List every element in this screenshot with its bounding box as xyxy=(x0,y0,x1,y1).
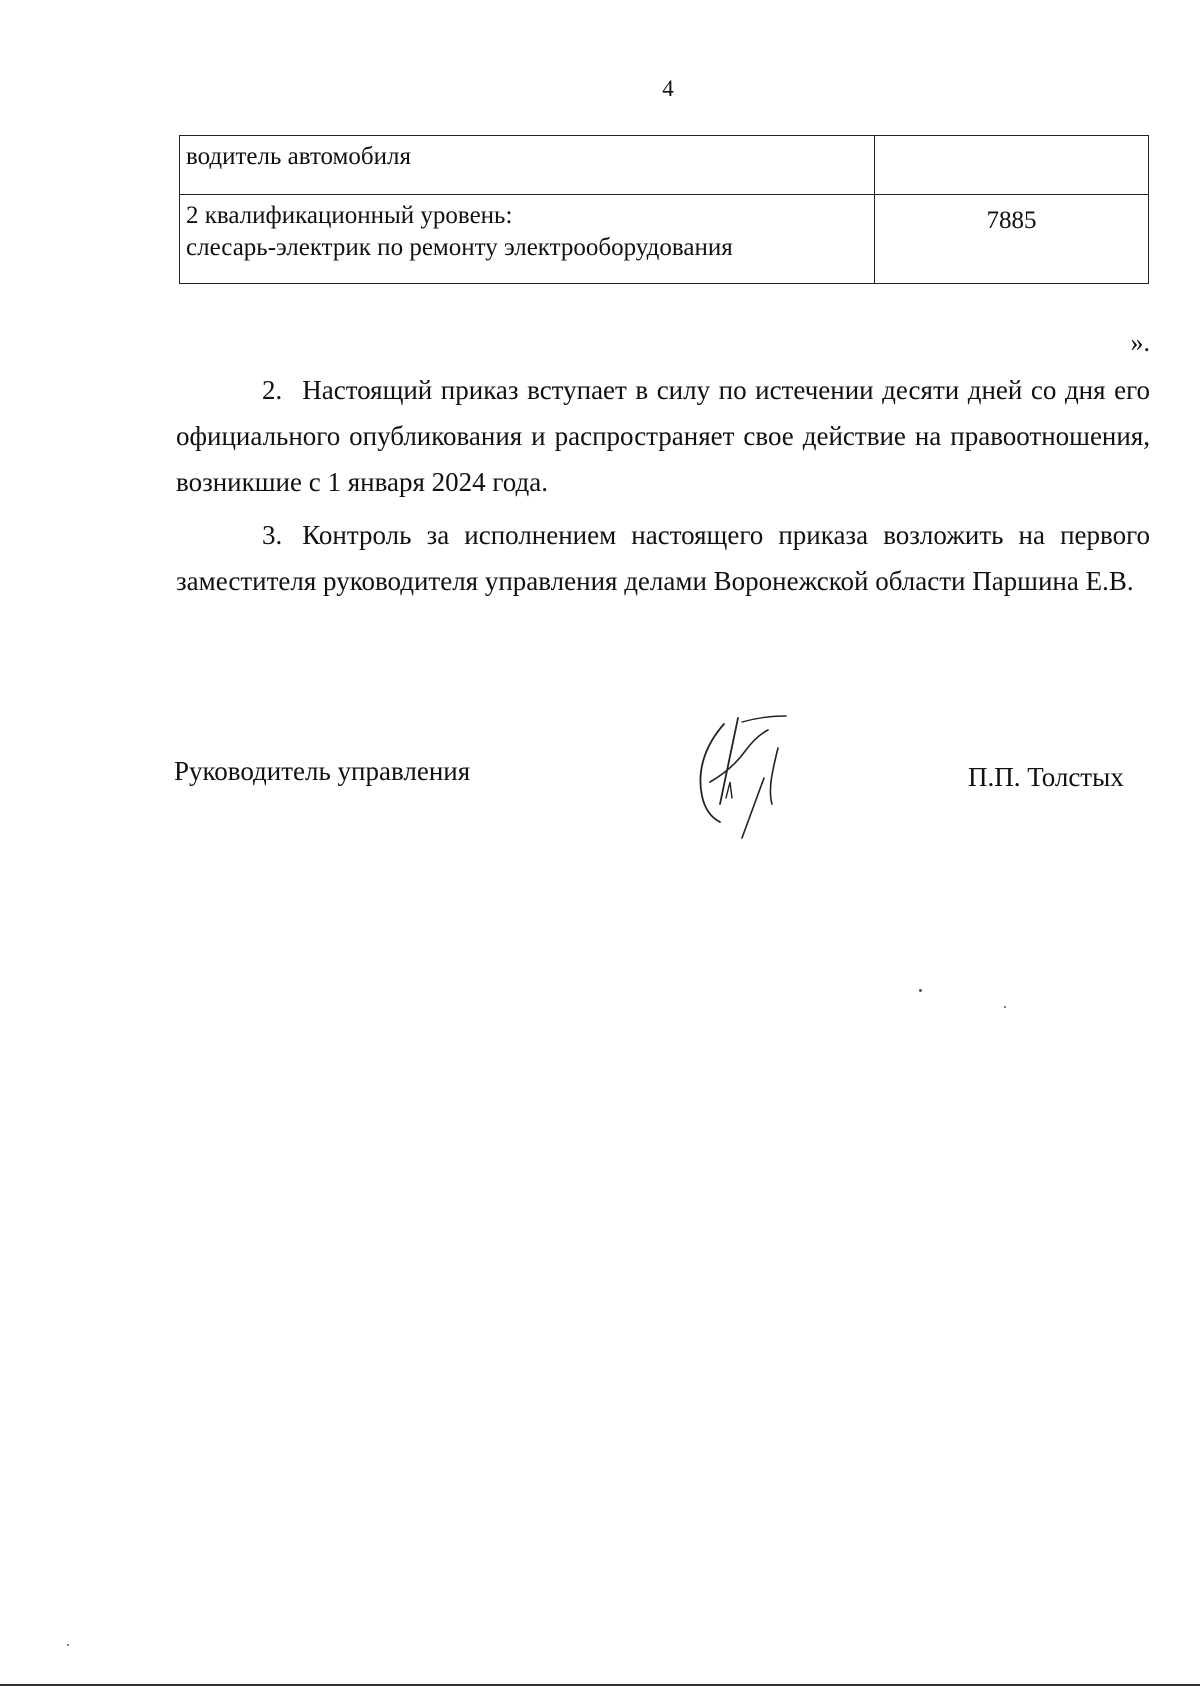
position-line: 2 квалификационный уровень: xyxy=(186,202,513,229)
paragraph-number: 2. xyxy=(262,375,283,405)
scan-speck xyxy=(67,1644,69,1646)
salary-table xyxy=(179,135,1149,284)
signatory-name: П.П. Толстых xyxy=(968,762,1124,792)
signatory-title: Руководитель управления xyxy=(174,756,471,786)
paragraph-text: Настоящий приказ вступает в силу по истечении десяти дней со дня его официального опубликования и распространяет свое действие на правоотношения, возникшие с 1 января 2024 года. xyxy=(176,375,1150,497)
table-row xyxy=(180,195,1149,284)
paragraph-text: Контроль за исполнением настоящего приказа возложить на первого заместителя руководителя управления делами Воронежской области Паршина Е.В. xyxy=(176,520,1150,596)
position-line: слесарь-электрик по ремонту электрооборудования xyxy=(186,234,733,261)
page-bottom-edge xyxy=(0,1684,1200,1686)
scan-speck xyxy=(919,989,922,992)
scan-speck xyxy=(1004,1006,1006,1008)
table-row xyxy=(180,136,1149,195)
handwritten-signature xyxy=(680,712,800,842)
position-cell xyxy=(180,195,875,284)
page-number: 4 xyxy=(662,76,674,101)
paragraph-3 xyxy=(176,512,1150,604)
closing-quote: ». xyxy=(1130,328,1150,357)
paragraph-2 xyxy=(176,367,1150,505)
paragraph-number: 3. xyxy=(262,520,283,550)
position-cell xyxy=(180,136,875,195)
position-line: водитель автомобиля xyxy=(186,143,411,170)
salary-cell xyxy=(875,136,1149,195)
salary-cell: 7885 xyxy=(875,195,1149,284)
